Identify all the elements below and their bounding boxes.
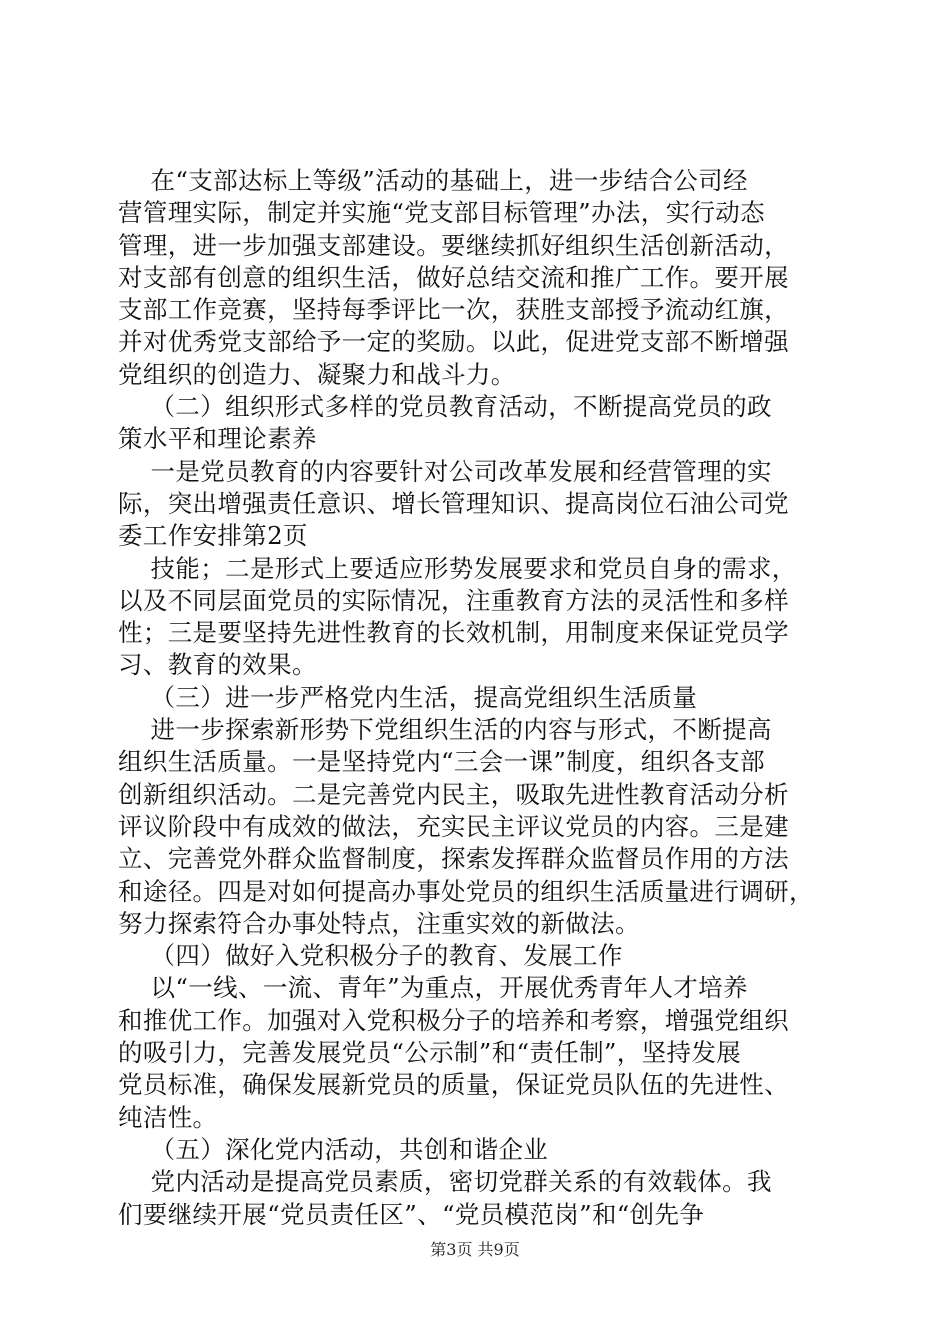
text-line: 委工作安排第2页 <box>118 521 308 551</box>
text-line: 习、教育的效果。 <box>118 650 317 680</box>
text-line: 创新组织活动。二是完善党内民主，吸取先进性教育活动分析 <box>118 779 789 809</box>
text-line: 管理，进一步加强支部建设。要继续抓好组织生活创新活动， <box>118 230 789 260</box>
text-line: 和推优工作。加强对入党积极分子的培养和考察，增强党组织 <box>118 1005 789 1035</box>
page-number-label: 第3页 共9页 <box>430 1240 520 1259</box>
text-line: 并对优秀党支部给予一定的奖励。以此，促进党支部不断增强 <box>118 327 789 357</box>
text-line: 际，突出增强责任意识、增长管理知识、提高岗位石油公司党 <box>118 488 789 518</box>
text-line: 进一步探索新形势下党组织生活的内容与形式，不断提高 <box>118 715 772 745</box>
text-line: 性；三是要坚持先进性教育的长效机制，用制度来保证党员学 <box>118 618 789 648</box>
text-line: 以及不同层面党员的实际情况，注重教育方法的灵活性和多样 <box>118 585 789 615</box>
text-line: 纯洁性。 <box>118 1102 218 1132</box>
text-line: 营管理实际，制定并实施“党支部目标管理”办法，实行动态 <box>118 198 765 228</box>
text-line: 们要继续开展“党员责任区”、“党员模范岗”和“创先争 <box>118 1199 705 1229</box>
section-heading: （五）深化党内活动，共创和谐企业 <box>118 1134 549 1164</box>
text-line: 对支部有创意的组织生活，做好总结交流和推广工作。要开展 <box>118 262 789 292</box>
text-line: 评议阶段中有成效的做法，充实民主评议党员的内容。三是建 <box>118 811 789 841</box>
section-heading: 策水平和理论素养 <box>118 424 317 454</box>
text-line: 党组织的创造力、凝聚力和战斗力。 <box>118 359 516 389</box>
text-line: 支部工作竞赛，坚持每季评比一次，获胜支部授予流动红旗， <box>118 295 789 325</box>
text-line: 党员标准，确保发展新党员的质量，保证党员队伍的先进性、 <box>118 1070 789 1100</box>
text-line: 努力探索符合办事处特点，注重实效的新做法。 <box>118 908 640 938</box>
page-footer <box>0 1238 950 1262</box>
text-line: 技能；二是形式上要适应形势发展要求和党员自身的需求， <box>118 553 797 583</box>
text-line: 在“支部达标上等级”活动的基础上，进一步结合公司经 <box>118 166 748 195</box>
body-text <box>118 165 834 1231</box>
text-line: 组织生活质量。一是坚持党内“三会一课”制度，组织各支部 <box>118 747 765 777</box>
text-line: 党内活动是提高党员素质，密切党群关系的有效载体。我 <box>118 1167 772 1197</box>
text-line: 的吸引力，完善发展党员“公示制”和“责任制”，坚持发展 <box>118 1038 742 1068</box>
text-line: 一是党员教育的内容要针对公司改革发展和经营管理的实 <box>118 456 772 486</box>
section-heading: （三）进一步严格党内生活，提高党组织生活质量 <box>118 682 698 712</box>
text-line: 以“一线、一流、青年”为重点，开展优秀青年人才培养 <box>118 973 748 1003</box>
section-heading: （二）组织形式多样的党员教育活动，不断提高党员的政 <box>118 392 772 422</box>
section-heading: （四）做好入党积极分子的教育、发展工作 <box>118 941 623 971</box>
text-line: 立、完善党外群众监督制度，探索发挥群众监督员作用的方法 <box>118 844 789 874</box>
text-line: 和途径。四是对如何提高办事处党员的组织生活质量进行调研， <box>118 876 814 906</box>
